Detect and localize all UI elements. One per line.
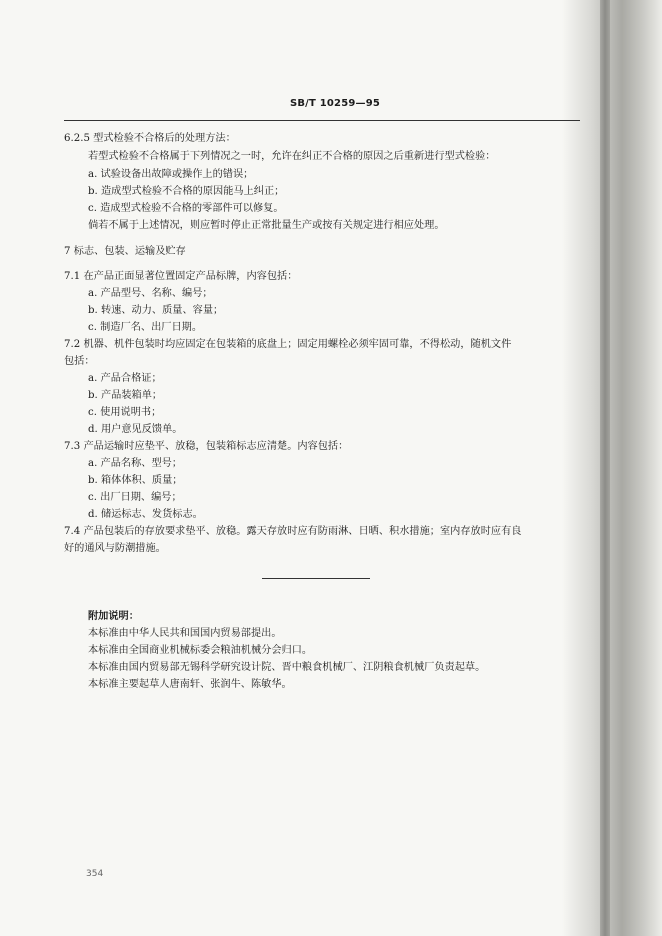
appendix-line: 本标准由中华人民共和国国内贸易部提出。 [88,628,282,639]
list-item: c. 出厂日期、编号； [88,492,182,503]
list-item: a. 产品名称、型号； [88,458,183,469]
appendix-line: 本标准由全国商业机械标委会粮油机械分会归口。 [88,645,313,656]
clause-7-4: 7.4 产品包装后的存放要求垫平、放稳。露天存放时应有防雨淋、日晒、积水措施；室内存放时应有良 [64,526,522,537]
list-item: b. 箱体体积、质量； [88,475,183,486]
list-item: b. 转速、动力、质量、容量； [88,305,224,316]
list-item: a. 试验设备出故障或操作上的错误； [88,169,254,180]
list-item: a. 产品合格证； [88,373,162,384]
header-rule [64,120,580,121]
list-item: a. 产品型号、名称、编号； [88,288,213,299]
appendix-line: 本标准主要起草人唐南轩、张润牛、陈敏华。 [88,679,292,690]
list-item: b. 造成型式检验不合格的原因能马上纠正； [88,186,285,197]
page-number: 354 [86,869,104,879]
appendix-line: 本标准由国内贸易部无锡科学研究设计院、晋中粮食机械厂、江阴粮食机械厂负责起草。 [88,662,486,673]
clause-7-3: 7.3 产品运输时应垫平、放稳，包装箱标志应清楚。内容包括： [64,441,349,452]
appendix-title: 附加说明： [88,610,139,622]
clause-6-2-5-heading: 6.2.5 型式检验不合格后的处理方法： [64,133,236,144]
list-item: c. 制造厂名、出厂日期。 [88,322,203,333]
end-separator-rule [262,578,370,579]
list-item: b. 产品装箱单； [88,390,163,401]
clause-paragraph: 若型式检验不合格属于下列情况之一时，允许在纠正不合格的原因之后重新进行型式检验： [88,151,496,162]
clause-7-2: 7.2 机器、机件包装时均应固定在包装箱的底盘上；固定用螺栓必须牢固可靠，不得松动，随机文件 [64,339,512,350]
list-item: d. 储运标志、发货标志。 [88,509,203,520]
list-item: d. 用户意见反馈单。 [88,424,183,435]
clause-7-2-continued: 包括： [64,356,95,367]
standard-code-header: SB/T 10259—95 [289,98,381,109]
clause-7-4-continued: 好的通风与防潮措施。 [64,543,166,554]
list-item: c. 造成型式检验不合格的零部件可以修复。 [88,203,284,214]
clause-7-1: 7.1 在产品正面显著位置固定产品标牌，内容包括： [64,271,298,282]
scan-shadow-edge [562,0,662,936]
section-7-heading: 7 标志、包装、运输及贮存 [64,246,186,257]
list-item: c. 使用说明书； [88,407,162,418]
clause-paragraph: 倘若不属于上述情况，则应暂时停止正常批量生产或按有关规定进行相应处理。 [88,220,445,231]
